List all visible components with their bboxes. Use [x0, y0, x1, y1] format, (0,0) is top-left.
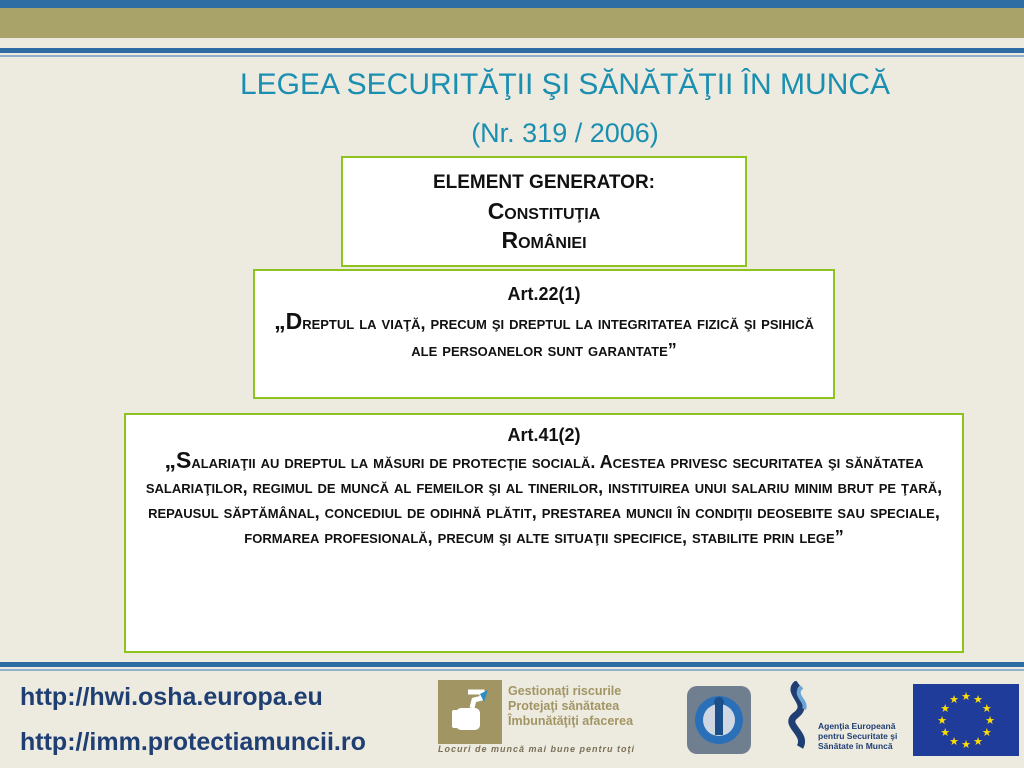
agency-name: [818, 721, 898, 751]
campaign-line-2: Protejaţi sănătatea: [508, 699, 620, 713]
eu-star-icon: ★: [940, 703, 951, 715]
agency-line-3: Sănătate în Muncă: [818, 741, 893, 751]
eu-star-icon: ★: [981, 727, 992, 739]
slide-subtitle: (Nr. 319 / 2006): [471, 118, 659, 148]
generator-label: ELEMENT GENERATOR:: [432, 172, 656, 193]
campaign-text: [508, 684, 668, 729]
eu-flag-icon: [913, 684, 1019, 756]
eu-star-icon: ★: [937, 715, 947, 727]
inspectia-muncii-logo: [684, 683, 754, 757]
agency-line-1: Agenţia Europeană: [818, 721, 896, 731]
top-olive-band: [0, 8, 1024, 38]
campaign-logo: [438, 680, 668, 760]
eu-star-icon: ★: [961, 739, 971, 751]
article-41-text: [126, 448, 962, 550]
article-22-body: reptul la viaţă, precum şi dreptul la integritatea fizică şi psihică ale persoanelor sunt garantate”: [302, 313, 814, 360]
campaign-line-1: Gestionaţi riscurile: [508, 684, 622, 698]
agency-line-2: pentru Securitate şi: [818, 731, 898, 741]
campaign-tagline: Locuri de muncă mai bune pentru toţi: [438, 744, 636, 754]
bottom-divider-line: [0, 662, 1024, 667]
article-41-body: alariaţii au dreptul la măsuri de protecţie socială. Acestea privesc securitatea şi sănătatea salariaţilor, regimul de muncă al femeilor şi al tinerilor, instituirea unui salariu minim brut pe ţară, repausul săptămânal, concediul de odihnă plătit, prestarea muncii în condiţii deosebite sau speciale, formarea profesională, precum şi alte situaţii specifice, stabilite prin lege”: [145, 452, 943, 547]
eu-star-icon: ★: [949, 694, 959, 707]
generator-box: [341, 156, 747, 267]
osha-link[interactable]: http://hwi.osha.europa.eu: [20, 683, 323, 711]
eu-star-icon: ★: [981, 703, 992, 715]
article-41-number: Art.41(2): [507, 425, 581, 445]
osha-agency-logo: [778, 681, 898, 757]
article-22-box: [253, 269, 835, 399]
article-41-box: [124, 413, 964, 653]
article-22-text: [255, 308, 833, 364]
generator-line-romaniei: României: [501, 227, 587, 253]
bottom-divider-thin-line: [0, 669, 1024, 671]
eu-star-icon: ★: [985, 715, 995, 727]
top-blue-band: [0, 0, 1024, 8]
eu-star-icon: ★: [949, 735, 959, 748]
campaign-line-3: Îmbunătăţiţi afacerea: [508, 714, 634, 728]
top-divider-thin-line: [0, 55, 1024, 57]
eu-star-icon: ★: [961, 691, 971, 703]
eu-star-icon: ★: [973, 694, 983, 707]
article-22-initial: „D: [274, 308, 303, 334]
top-divider-line: [0, 48, 1024, 53]
protectiamuncii-link[interactable]: http://imm.protectiamuncii.ro: [20, 728, 366, 756]
thumbs-up-hand-icon: [438, 680, 502, 744]
article-41-initial: „S: [164, 447, 192, 473]
eu-star-icon: ★: [973, 735, 983, 748]
article-22-number: Art.22(1): [507, 284, 581, 304]
slide-title: LEGEA SECURITĂŢII ŞI SĂNĂTĂŢII ÎN MUNCĂ: [239, 68, 891, 101]
generator-line-constitutia: Constituţia: [487, 198, 601, 224]
eu-star-icon: ★: [940, 727, 951, 739]
